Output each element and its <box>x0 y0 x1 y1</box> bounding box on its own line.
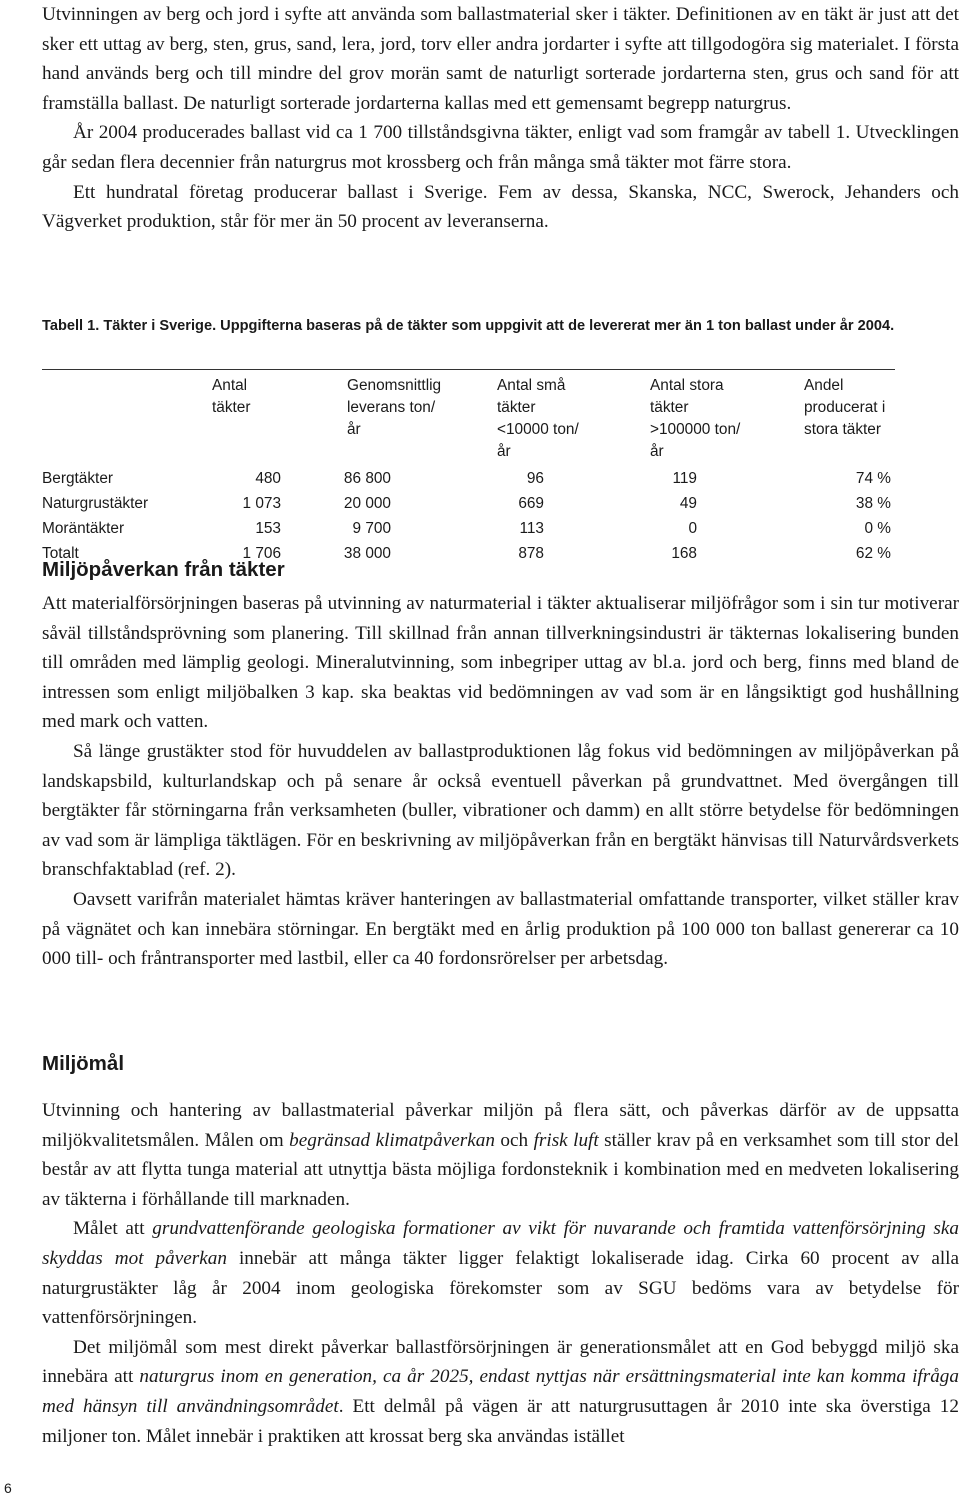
emphasis-text: begränsad klimatpåverkan <box>289 1129 495 1151</box>
table-header-row <box>42 370 895 466</box>
table-row <box>42 491 895 516</box>
table-cell: 96 <box>526 470 544 487</box>
section2-paragraph-1 <box>42 1096 959 1214</box>
table-cell: 168 <box>671 545 697 562</box>
table-cell: 1 706 <box>242 545 281 562</box>
table-cell: 62 % <box>855 545 891 562</box>
intro-text <box>42 0 959 237</box>
text-run: Målet att <box>73 1218 153 1240</box>
table-cell: 49 <box>679 495 697 512</box>
text-run: Det miljömål som mest direkt påverkar ballastförsörjningen är generationsmålet att en God bebyggd miljö ska innebära att <box>42 1336 959 1388</box>
table-cell: 20 000 <box>343 495 391 512</box>
table-row <box>42 466 895 491</box>
text-run: . Ett delmål på vägen är att naturgrusuttagen år 2010 inte ska överstiga 12 miljoner ton. Målet innebär i praktiken att krossat berg ska användas istället <box>42 1395 959 1447</box>
section2-paragraph-2 <box>42 1214 959 1332</box>
text-run: innebär att många täkter ligger felaktigt lokaliserade idag. Cirka 60 procent av alla naturgrustäkter låg år 2004 inom geologiska förekomster som av SGU bedöms vara av betydelse för vattenförsörjningen. <box>42 1247 960 1329</box>
table-cell: 9 700 <box>352 520 391 537</box>
table-cell: 153 <box>255 520 281 537</box>
table-cell: Moräntäkter <box>42 520 125 537</box>
section1-paragraph-1: Att materialförsörjningen baseras på utvinning av naturmaterial i täkter aktualiserar miljöfrågor som i sin tur motiverar såväl tillståndsprövning som planering. Till skillnad från annan tillverkningsindustri är täkternas lokalisering bunden till områden med lämplig geologi. Mineralutvinning, som inbegriper uttag av bl.a. jord och berg, finns med bland de intressen som enligt miljöbalken 3 kap. ska beaktas vid bedömningen av vad som är en långsiktigt god hushållning med mark och vatten. <box>42 593 959 733</box>
table-cell: 878 <box>518 545 544 562</box>
emphasis-text: naturgrus inom en generation, ca år 2025, endast nyttjas när ersättningsmaterial inte kan komma ifråga med hänsyn till användningsområdet <box>42 1366 959 1417</box>
table-header-cell: Antal täkter <box>212 377 251 416</box>
emphasis-text: grundvattenförande geologiska formationer av vikt för nuvarande och framtida vattenförsörjning ska skyddas mot påverkan <box>42 1218 959 1269</box>
text-run: ställer krav på en verksamhet som till stor del består av att flytta tunga material att utnyttja bästa möjliga fordonsteknik i kombination med en medveten lokalisering av täkterna i förhållande till marknaden. <box>42 1129 959 1210</box>
section2-paragraph-3 <box>42 1333 959 1451</box>
section-heading-miljomal: Miljömål <box>42 1052 125 1075</box>
table-takter <box>42 369 895 566</box>
table-cell: 0 % <box>864 520 891 537</box>
text-run: Utvinning och hantering av ballastmaterial påverkar miljön på flera sätt, och påverkas därför av de uppsatta miljökvalitetsmålen. Målen om <box>42 1100 959 1151</box>
section1-paragraph-3: Oavsett varifrån materialet hämtas kräver hanteringen av ballastmaterial omfattande transporter, vilket ställer krav på vägnätet och kan innebära störningar. En bergtäkt med en årlig produktion på 100 000 ton ballast genererar ca 10 000 till- och fråntransporter med lastbil, eller ca 40 fordonsrörelser per arbetsdag. <box>42 888 959 970</box>
table-row <box>42 516 895 541</box>
section1-paragraph-2: Så länge grustäkter stod för huvuddelen av ballastproduktionen låg fokus vid bedömningen av miljöpåverkan på landskapsbild, kulturlandskap och på senare år också eventuell påverkan på grundvattnet. Med övergången till bergtäkter får störningarna från verksamheten (buller, vibrationer och damm) en allt större betydelse för bedömningen av vad som är lämpliga täktlägen. För en beskrivning av miljöpåverkan från en bergtäkt hänvisas till Naturvårdsverkets branschfaktablad (ref. 2). <box>42 740 959 881</box>
table-cell: 74 % <box>855 470 891 487</box>
intro-paragraph-3: Ett hundratal företag producerar ballast i Sverige. Fem av dessa, Skanska, NCC, Swerock, Jehanders och Vägverket produktion, står för mer än 50 procent av leveranserna. <box>42 181 959 233</box>
table-cell: 669 <box>518 495 544 512</box>
table-cell: 38 % <box>855 495 891 512</box>
intro-paragraph-1: Utvinningen av berg och jord i syfte att använda som ballastmaterial sker i täkter. Definitionen av en täkt är just att det sker ett uttag av berg, sten, grus, sand, lera, jord, torv eller andra jordarter i syfte att tillgodogöra sig materialet. I första hand används berg och till mindre del grov morän samt de naturligt sorterade jordarterna sten, grus och sand för att framställa ballast. De naturligt sorterade jordarterna kallas med ett gemensamt begrepp naturgrus. <box>42 4 959 114</box>
section1-text <box>42 589 959 974</box>
table-header-cell: Genomsnittlig leverans ton/år <box>347 377 442 438</box>
table-cell: 119 <box>672 470 697 487</box>
table-cell: 480 <box>255 470 281 487</box>
section2-text <box>42 1096 959 1451</box>
emphasis-text: frisk luft <box>533 1129 599 1151</box>
table-header-cell: Antal stora täkter >100000 ton/år <box>650 377 741 460</box>
table-cell: 38 000 <box>343 545 391 562</box>
table-header-cell: Antal små täkter <10000 ton/år <box>497 377 579 460</box>
text-run: och <box>494 1129 534 1151</box>
table-caption: Tabell 1. Täkter i Sverige. Uppgifterna baseras på de täkter som uppgivit att de levererat mer än 1 ton ballast under år 2004. <box>42 318 895 334</box>
table-cell: Bergtäkter <box>42 470 114 487</box>
table-header-cell <box>42 370 187 466</box>
table-cell: 113 <box>519 520 544 537</box>
page-number: 6 <box>4 1480 12 1496</box>
intro-paragraph-2: År 2004 producerades ballast vid ca 1 700 tillståndsgivna täkter, enligt vad som framgår av tabell 1. Utvecklingen går sedan flera decennier från naturgrus mot krossberg och från många små täkter mot färre stora. <box>42 122 959 173</box>
table-cell: 86 800 <box>343 470 391 487</box>
table-header-cell: Andel producerat i stora täkter <box>804 377 886 438</box>
table-cell: 0 <box>688 520 697 537</box>
table-cell: 1 073 <box>242 495 281 512</box>
table-cell: Naturgrustäkter <box>42 495 149 512</box>
section-heading-miljopaverkan: Miljöpåverkan från täkter <box>42 558 285 581</box>
table-cell: Totalt <box>42 545 79 562</box>
